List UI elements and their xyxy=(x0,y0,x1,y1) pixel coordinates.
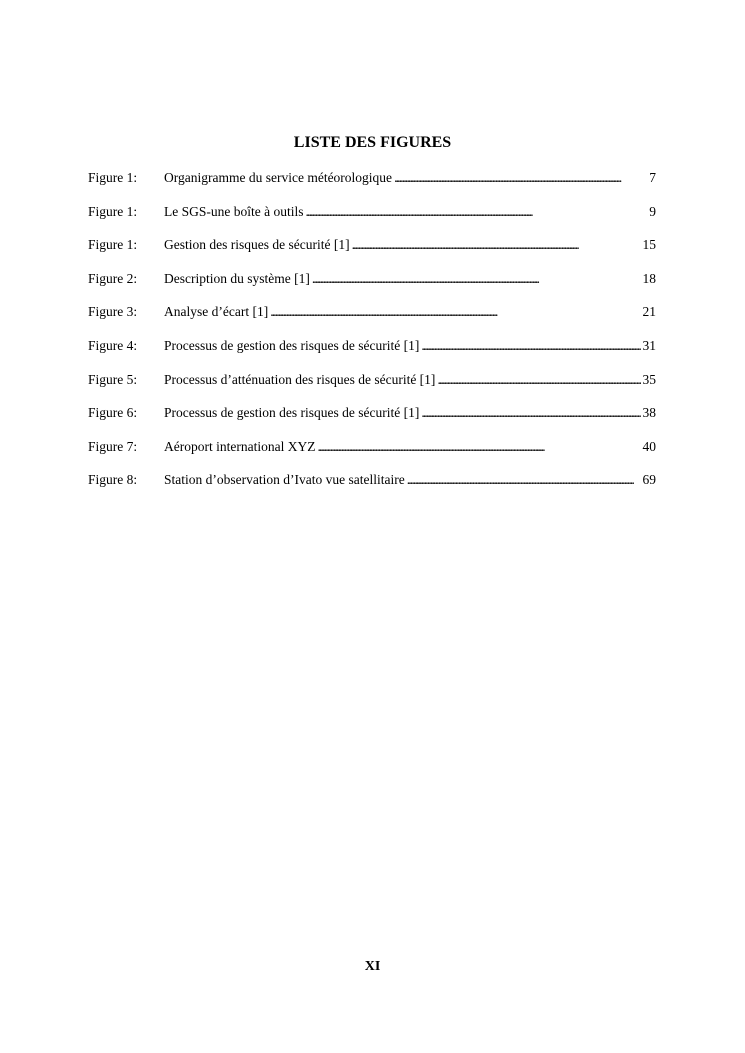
figure-label: Figure 5: xyxy=(88,371,138,387)
figure-label: Figure 1: xyxy=(88,170,138,185)
figure-title: Aéroport international XYZ xyxy=(164,438,316,454)
figure-title: Description du système [1] xyxy=(164,270,310,286)
figure-label: Figure 1: xyxy=(88,237,138,253)
figure-page-number: 35 xyxy=(642,371,656,387)
figure-label: Figure 8: xyxy=(88,472,138,488)
figure-label: Figure 6: xyxy=(88,405,138,421)
dot-leader xyxy=(352,236,641,254)
figure-page-number: 38 xyxy=(642,405,656,421)
figure-title: Processus de gestion des risques de sécurité [1] xyxy=(164,405,420,421)
dot-leader xyxy=(394,169,647,187)
figure-page-number: 21 xyxy=(642,304,656,320)
toc-entry[interactable] xyxy=(88,471,656,505)
figure-page-number: 7 xyxy=(649,170,656,185)
toc-entry[interactable] xyxy=(88,404,656,438)
toc-entry[interactable] xyxy=(88,270,656,304)
figure-title: Station d’observation d’Ivato vue satellitaire xyxy=(164,472,405,488)
dot-leader xyxy=(407,471,641,489)
figure-label: Figure 2: xyxy=(88,270,138,286)
figure-title: Gestion des risques de sécurité [1] xyxy=(164,237,350,253)
page-title: LISTE DES FIGURES xyxy=(293,134,452,151)
dot-leader xyxy=(312,270,641,288)
figure-title: Le SGS-une boîte à outils xyxy=(164,203,304,219)
toc-entry[interactable] xyxy=(88,236,656,270)
figure-page-number: 69 xyxy=(642,472,656,488)
figure-label: Figure 7: xyxy=(88,438,138,454)
dot-leader xyxy=(270,303,640,321)
figure-page-number: 18 xyxy=(642,270,656,286)
dot-leader xyxy=(305,203,647,221)
toc-entry[interactable] xyxy=(88,337,656,371)
figure-page-number: 9 xyxy=(649,203,656,219)
figure-title: Processus d’atténuation des risques de sécurité [1] xyxy=(164,371,436,387)
figure-label: Figure 3: xyxy=(88,304,138,320)
figure-title: Analyse d’écart [1] xyxy=(164,304,269,320)
figure-page-number: 15 xyxy=(642,237,656,253)
dot-leader xyxy=(437,371,640,389)
dot-leader xyxy=(421,337,640,355)
figure-page-number: 40 xyxy=(642,438,656,454)
toc-entry[interactable] xyxy=(88,169,656,203)
list-of-figures xyxy=(88,169,656,505)
page-number: XI xyxy=(364,959,381,974)
toc-entry[interactable] xyxy=(88,203,656,237)
figure-title: Organigramme du service météorologique xyxy=(164,170,393,185)
dot-leader xyxy=(317,438,640,456)
figure-label: Figure 1: xyxy=(88,203,138,219)
toc-entry[interactable] xyxy=(88,438,656,472)
toc-entry[interactable] xyxy=(88,371,656,405)
toc-entry[interactable] xyxy=(88,303,656,337)
dot-leader xyxy=(421,404,640,422)
figure-label: Figure 4: xyxy=(88,337,138,353)
figure-page-number: 31 xyxy=(642,337,656,353)
figure-title: Processus de gestion des risques de sécurité [1] xyxy=(164,337,420,353)
